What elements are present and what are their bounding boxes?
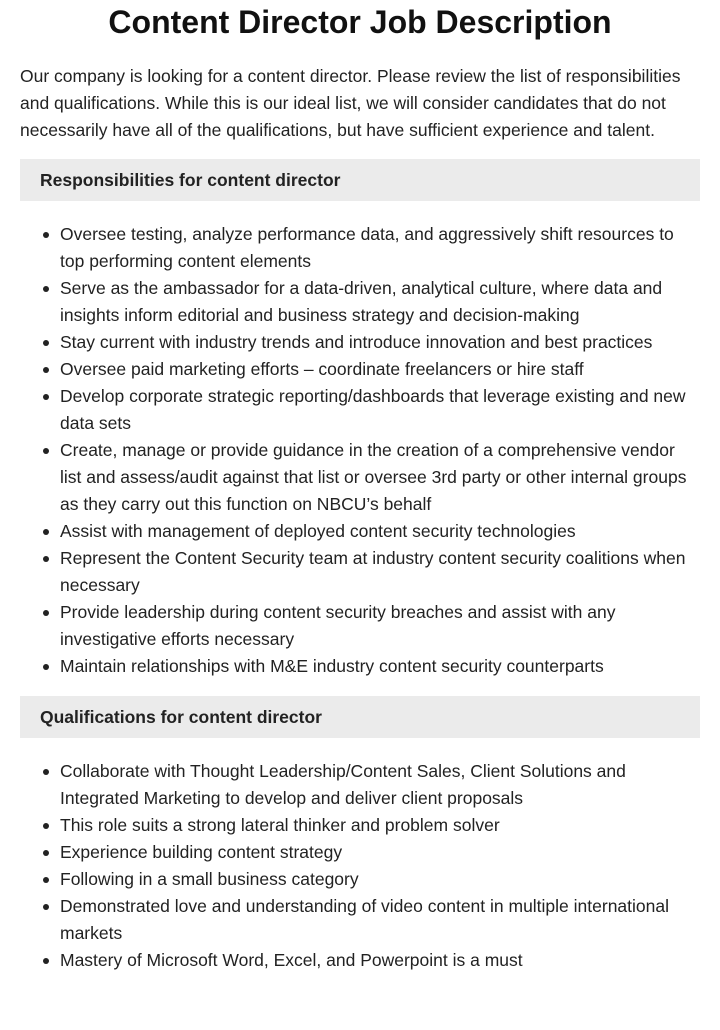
list-item: Maintain relationships with M&E industry content security counterparts [60, 653, 700, 680]
list-item: Serve as the ambassador for a data-driven, analytical culture, where data and insights inform editorial and business strategy and decision-making [60, 275, 700, 329]
responsibilities-list [20, 221, 700, 680]
list-item: Stay current with industry trends and introduce innovation and best practices [60, 329, 700, 356]
qualifications-list [20, 758, 700, 974]
list-item: Experience building content strategy [60, 839, 700, 866]
list-item: Represent the Content Security team at industry content security coalitions when necessary [60, 545, 700, 599]
list-item: Demonstrated love and understanding of video content in multiple international markets [60, 893, 700, 947]
list-item: Mastery of Microsoft Word, Excel, and Powerpoint is a must [60, 947, 700, 974]
list-item: Provide leadership during content security breaches and assist with any investigative efforts necessary [60, 599, 700, 653]
intro-paragraph: Our company is looking for a content director. Please review the list of responsibilities and qualifications. While this is our ideal list, we will consider candidates that do not necessarily have all of the qualifications, but have sufficient experience and talent. [20, 66, 681, 140]
list-item: Assist with management of deployed content security technologies [60, 518, 700, 545]
list-item: Oversee paid marketing efforts – coordinate freelancers or hire staff [60, 356, 700, 383]
responsibilities-heading: Responsibilities for content director [20, 159, 700, 201]
qualifications-heading: Qualifications for content director [20, 696, 700, 738]
list-item: Collaborate with Thought Leadership/Content Sales, Client Solutions and Integrated Marketing to develop and deliver client proposals [60, 758, 700, 812]
page-title: Content Director Job Description [108, 4, 612, 40]
list-item: Following in a small business category [60, 866, 700, 893]
list-item: Oversee testing, analyze performance data, and aggressively shift resources to top performing content elements [60, 221, 700, 275]
list-item: This role suits a strong lateral thinker and problem solver [60, 812, 700, 839]
list-item: Develop corporate strategic reporting/dashboards that leverage existing and new data sets [60, 383, 700, 437]
list-item: Create, manage or provide guidance in the creation of a comprehensive vendor list and assess/audit against that list or oversee 3rd party or other internal groups as they carry out this function on NBCU’s behalf [60, 437, 700, 518]
